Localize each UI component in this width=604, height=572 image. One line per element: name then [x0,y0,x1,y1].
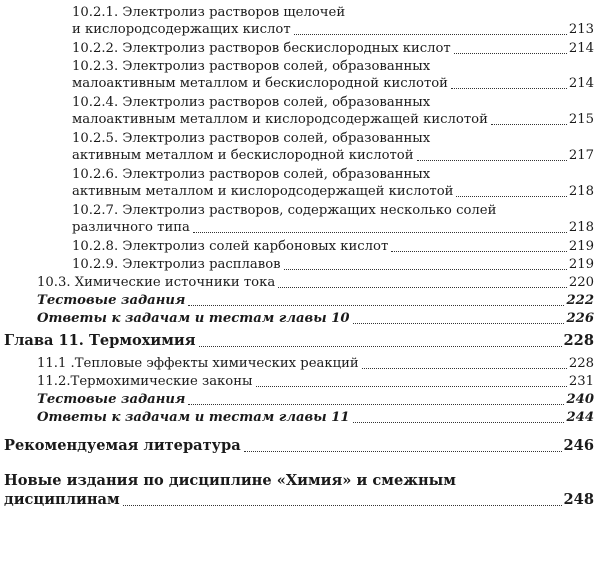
toc-entry-title-continued: активным металлом и бескислородной кислотой [72,148,414,163]
chapter-title: Глава 11. Термохимия [4,332,196,349]
dot-leader [491,124,567,125]
page-number: 246 [563,437,594,454]
toc-entry-10-2-5[interactable] [72,130,594,164]
toc-entry-chapter-11[interactable] [4,331,594,350]
page-number: 217 [568,148,594,163]
page-number: 248 [563,491,594,508]
page-number: 214 [568,41,594,56]
toc-entry-new-publications[interactable] [4,471,594,509]
page-number: 219 [568,257,594,272]
dot-leader [188,305,564,306]
toc-entry-answers-ch11[interactable] [37,409,594,426]
page-number: 214 [568,76,594,91]
toc-entry-title: 10.2.8. Электролиз солей карбоновых кислот [72,239,389,254]
page-number: 240 [566,392,594,407]
toc-entry-10-2-7[interactable] [72,202,594,236]
page-number: 215 [568,112,594,127]
toc-entry-title: Тестовые задания [37,293,186,308]
toc-entry-title: 10.2.5. Электролиз растворов солей, образованных [72,131,431,146]
dot-leader [362,368,567,369]
dot-leader [353,422,565,423]
toc-entry-title: 10.2.7. Электролиз растворов, содержащих несколько солей [72,203,497,218]
toc-entry-11-2[interactable] [37,373,594,390]
toc-entry-10-2-2[interactable] [72,40,594,57]
toc-entry-10-2-9[interactable] [72,256,594,273]
toc-entry-title: 11.2.Термохимические законы [37,374,253,389]
toc-entry-title: 10.3. Химические источники тока [37,275,276,290]
dot-leader [417,160,567,161]
toc-entry-title: 10.2.6. Электролиз растворов солей, образованных [72,167,431,182]
toc-entry-title-continued: малоактивным металлом и кислородсодержащей кислотой [72,112,488,127]
dot-leader [454,53,567,54]
dot-leader [278,287,567,288]
toc-entry-title: Тестовые задания [37,392,186,407]
dot-leader [244,451,562,452]
toc-entry-title: 10.2.9. Электролиз расплавов [72,257,281,272]
toc-entry-title-continued: активным металлом и кислородсодержащей кислотой [72,184,454,199]
dot-leader [256,386,567,387]
toc-entry-recommended-literature[interactable] [4,436,594,455]
toc-entry-10-2-4[interactable] [72,94,594,128]
dot-leader [456,196,566,197]
toc-entry-title: Новые издания по дисциплине «Химия» и смежным [4,472,456,489]
toc-entry-title: 10.2.2. Электролиз растворов бескислородных кислот [72,41,451,56]
page-number: 219 [568,239,594,254]
dot-leader [353,323,565,324]
toc-entry-title: Ответы к задачам и тестам главы 10 [37,311,350,326]
page-number: 231 [568,374,594,389]
toc-entry-title-continued: малоактивным металлом и бескислородной кислотой [72,76,448,91]
toc-entry-10-2-1[interactable] [72,4,594,38]
dot-leader [284,269,567,270]
toc-entry-10-2-3[interactable] [72,58,594,92]
page-number: 226 [566,311,594,326]
dot-leader [193,232,567,233]
toc-entry-tests-ch10[interactable] [37,292,594,309]
toc-entry-10-2-8[interactable] [72,238,594,255]
dot-leader [199,346,562,347]
page-number: 228 [568,356,594,371]
dot-leader [391,251,567,252]
toc-entry-title: 11.1 .Тепловые эффекты химических реакций [37,356,359,371]
page-number: 228 [563,332,594,349]
page-number: 222 [566,293,594,308]
dot-leader [451,88,567,89]
toc-entry-title: Рекомендуемая литература [4,437,241,454]
toc-entry-answers-ch10[interactable] [37,310,594,327]
page-number: 218 [568,220,594,235]
toc-entry-title-continued: дисциплинам [4,491,120,508]
toc-entry-title: 10.2.4. Электролиз растворов солей, образованных [72,95,431,110]
toc-entry-title: 10.2.1. Электролиз растворов щелочей [72,5,346,20]
toc-entry-title: Ответы к задачам и тестам главы 11 [37,410,350,425]
page-number: 218 [568,184,594,199]
dot-leader [123,505,562,506]
toc-entry-11-1[interactable] [37,355,594,372]
toc-entry-title-continued: и кислородсодержащих кислот [72,22,291,37]
page-number: 220 [568,275,594,290]
toc-entry-title-continued: различного типа [72,220,190,235]
page-number: 244 [566,410,594,425]
dot-leader [188,404,564,405]
toc-entry-tests-ch11[interactable] [37,391,594,408]
toc-entry-10-3[interactable] [37,274,594,291]
toc-entry-title: 10.2.3. Электролиз растворов солей, образованных [72,59,431,74]
toc-entry-10-2-6[interactable] [72,166,594,200]
dot-leader [294,34,567,35]
page-number: 213 [568,22,594,37]
